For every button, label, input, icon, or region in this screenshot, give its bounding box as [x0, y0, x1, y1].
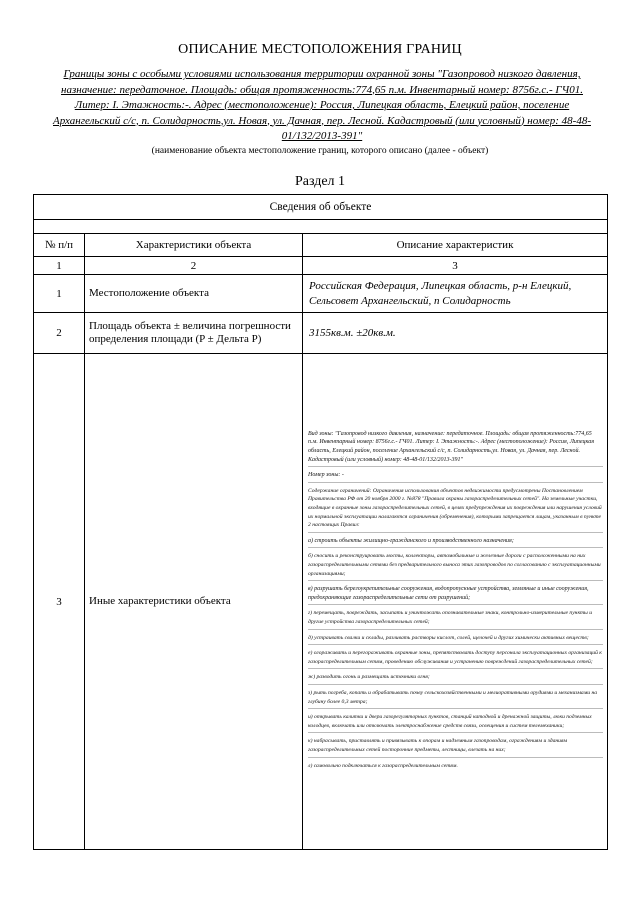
row-characteristic: Площадь объекта ± величина погрешности определения площади (P ± Дельта P): [89, 320, 291, 345]
paragraph: а) строить объекты жилищно-гражданского и производственного назначения;: [308, 537, 603, 549]
table-blank-row: [34, 220, 608, 234]
row-characteristic: Местоположение объекта: [89, 287, 209, 299]
paragraph: ж) разводить огонь и размещать источники огня;: [308, 673, 603, 685]
paragraph: д) устраивать свалки и склады, разливать растворы кислот, солей, щелочей и других химически активных веществ;: [308, 634, 603, 646]
paragraph: в) разрушать берегоукрепительные сооружения, водопропускные устройства, земляные и иные сооружения, предохраняющие газораспределительные сети от разрушений;: [308, 585, 603, 605]
column-header-description: Описание характеристик: [303, 234, 608, 257]
table-row: [34, 313, 608, 354]
object-info-table: [33, 194, 608, 850]
paragraph: б) сносить и реконструировать мосты, коллекторы, автомобильные и железные дороги с расположенными на них газораспределительными сетями без предварительного выноса этих газопроводов по согласованию с эксплуатационными организациями;: [308, 552, 603, 581]
paragraph: з) рыть погреба, копать и обрабатывать почву сельскохозяйственными и мелиоративными орудиями и механизмами на глубину более 0,3 метра;: [308, 689, 603, 709]
object-description: Границы зоны с особыми условиями использования территории охранной зоны "Газопровод низкого давления, назначение: передаточное. Площадь: общая протяженность:774,65 п.м. Инвентарный номер: 8756г.с.- ГЧ01. Литер: I. Этажность:-. Адрес (местоположение): Россия, Липецкая область, Елецкий район, поселение Архангельский с/с, п. Солидарность,ул. Новая, ул. Дачная, пер. Лесной. Кадастровый (или условный) номер: 48-48-01/132/2013-391": [53, 68, 591, 142]
column-number-2: 2: [85, 257, 303, 275]
row-characteristic: Иные характеристики объекта: [89, 595, 231, 607]
paragraph: к) набрасывать, приставлять и привязывать к опорам и надземным газопроводам, ограждениям и зданиям газораспределительных сетей посторонние предметы, лестницы, влезать на них;: [308, 737, 603, 757]
column-number-1: 1: [34, 257, 85, 275]
paragraph: Вид зоны: "Газопровод низкого давления, назначение: передаточное. Площадь: общая протяженность:774,65 п.м. Инвентарный номер: 8756г.с.- ГЧ01. Литер: I. Этажность:-. Адрес (местоположение): Россия, Липецкая область, Елецкий район, поселение Архангельский с/с, п. Солидарность,ул. Новая, ул. Дачная, пер. Лесной. Кадастровый (или условный) номер: 48-48-01/132/2013-391": [308, 430, 603, 467]
column-number-3: 3: [303, 257, 608, 275]
row-number: 1: [34, 275, 85, 313]
table-row: [34, 354, 608, 850]
row-description: 3155кв.м. ±20кв.м.: [309, 327, 396, 339]
table-info-header: Сведения об объекте: [34, 195, 608, 220]
document-title: ОПИСАНИЕ МЕСТОПОЛОЖЕНИЯ ГРАНИЦ: [178, 42, 462, 57]
column-header-characteristic: Характеристики объекта: [85, 234, 303, 257]
section-title: Раздел 1: [294, 174, 346, 189]
row-number: 3: [34, 354, 85, 850]
paragraph: г) перемещать, повреждать, засыпать и уничтожать опознавательные знаки, контрольно-измерительные пункты и другие устройства газораспределительных сетей;: [308, 609, 603, 629]
paragraph: л) самовольно подключаться к газораспределительным сетям.: [308, 762, 458, 769]
paragraph: е) огораживать и перегораживать охранные зоны, препятствовать доступу персонала эксплуатационных организаций к газораспределительным сетям, проведению обслуживания и устранению повреждений газораспределительных сетей;: [308, 649, 603, 669]
paragraph: Номер зоны: -: [308, 471, 603, 483]
other-characteristics-text: [303, 427, 607, 772]
table-row: [34, 275, 608, 313]
object-caption: (наименование объекта местоположение границ, которого описано (далее - объект): [151, 146, 489, 156]
paragraph: и) открывать калитки и двери газорегуляторных пунктов, станций катодной и дренажной защиты, люки подземных колодцев, включать или отключать электроснабжение средств связи, освещения и систем телемеханики;: [308, 713, 603, 733]
paragraph: Содержание ограничений: Ограничения использования объектов недвижимости предусмотрены Постановлением Правительства РФ от 20 ноября 2000 г. №878 "Правила охраны газораспределительных сетей". На земельные участки, входящие в охранные зоны газораспределительных сетей, в целях предупреждения их повреждения или нарушения условий их нормальной эксплуатации налагаются ограничения (обременения), которыми запрещается лицам, указанным в пункте 2 настоящих Правил:: [308, 487, 603, 533]
column-header-num: № п/п: [34, 234, 85, 257]
row-number: 2: [34, 313, 85, 354]
row-description: Российская Федерация, Липецкая область, р-н Елецкий, Сельсовет Архангельский, п Солидарность: [309, 279, 572, 307]
